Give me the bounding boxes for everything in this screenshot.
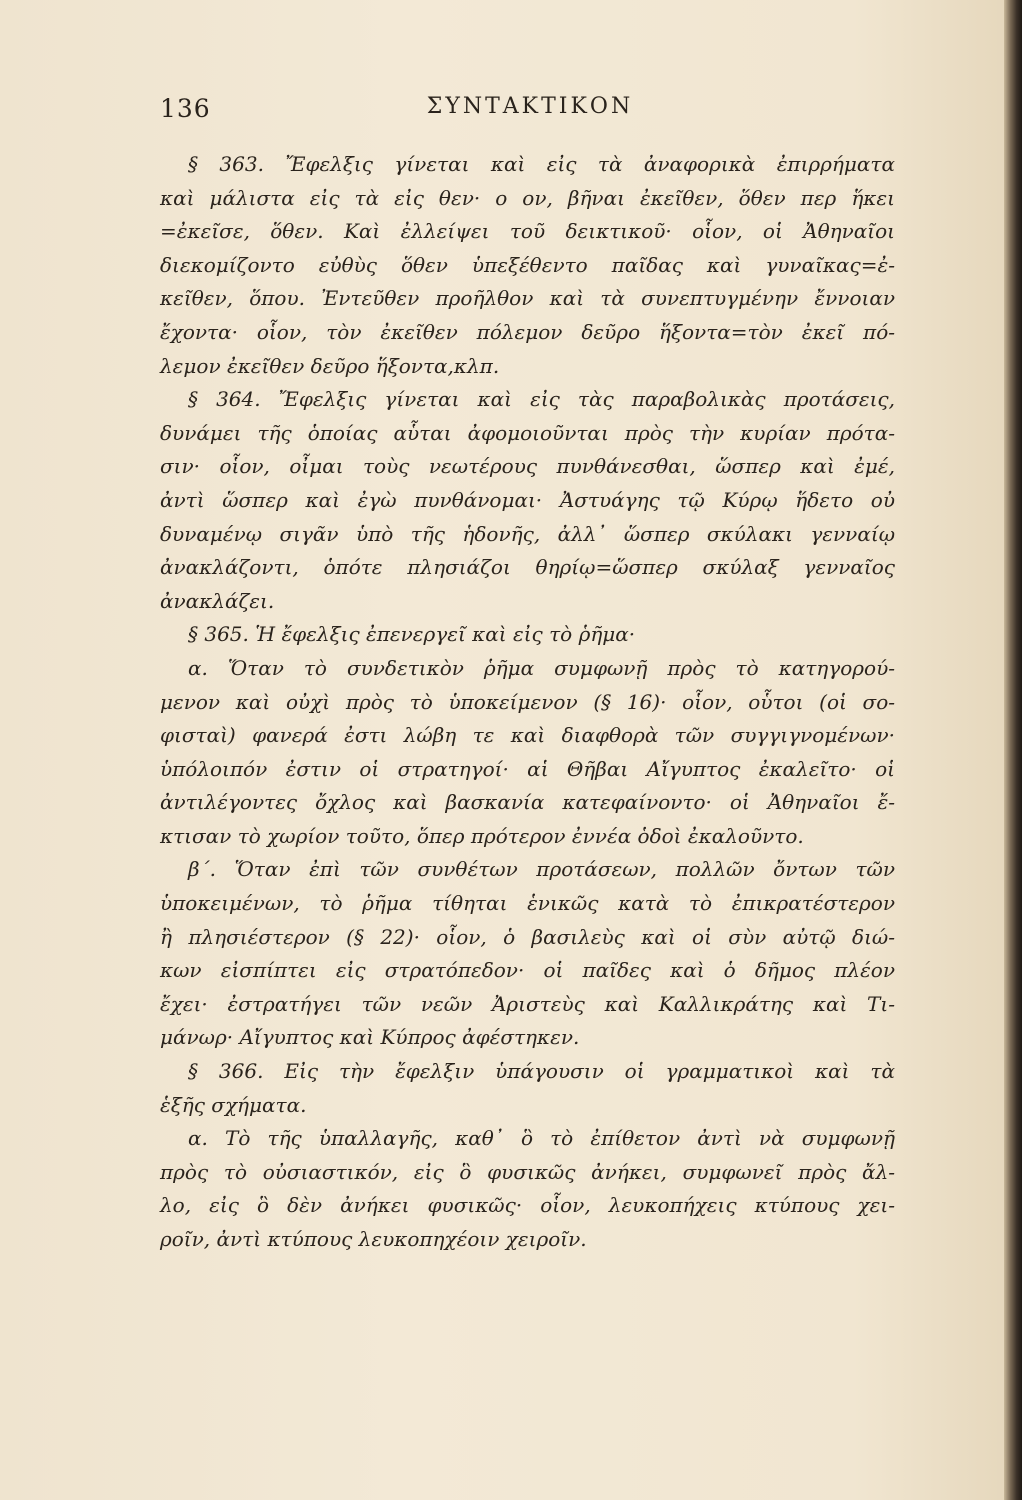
text-line: ἢ πλησιέστερον (§ 22)· οἷον, ὁ βασιλεὺς καὶ οἱ σὺν αὐτῷ διώ- [160,924,895,949]
text-line: § 366. Εἰς τὴν ἔφελξιν ὑπάγουσιν οἱ γραμματικοὶ καὶ τὰ [188,1059,895,1084]
text-line: πρὸς τὸ οὐσιαστικόν, εἰς ὃ φυσικῶς ἀνήκει, συμφωνεῖ πρὸς ἄλ- [160,1159,895,1184]
text-line: μενον καὶ οὐχὶ πρὸς τὸ ὑποκείμενον (§ 16)· οἷον, οὗτοι (οἱ σο- [160,689,895,714]
text-line: ἀντιλέγοντες ὄχλος καὶ βασκανία κατεφαίνοντο· οἱ Ἀθηναῖοι ἔ- [160,790,895,815]
text-line: φισταὶ) φανερά ἐστι λώβη τε καὶ διαφθορὰ τῶν συγγιγνομένων· [160,723,895,748]
text-line: α. Τὸ τῆς ὑπαλλαγῆς, καθ᾽ ὃ τὸ ἐπίθετον ἀντὶ νὰ συμφωνῇ [188,1126,895,1151]
text-line: μάνωρ· Αἴγυπτος καὶ Κύπρος ἀφέστηκεν. [160,1025,580,1050]
text-line: ἑξῆς σχήματα. [160,1092,307,1117]
text-line: § 363. Ἔφελξις γίνεται καὶ εἰς τὰ ἀναφορικὰ ἐπιρρήματα [188,152,895,176]
text-line: δυνάμει τῆς ὁποίας αὗται ἀφομοιοῦνται πρὸς τὴν κυρίαν πρότα- [160,420,895,445]
text-line: λεμον ἐκεῖθεν δεῦρο ἥξοντα,κλπ. [160,353,500,378]
text-line: δυναμένῳ σιγᾶν ὑπὸ τῆς ἡδονῆς, ἀλλ᾽ ὥσπερ σκύλακι γενναίῳ [160,521,895,546]
text-line: λο, εἰς ὃ δὲν ἀνήκει φυσικῶς· οἷον, λευκοπήχεις κτύπους χει- [160,1193,895,1218]
text-line: καὶ μάλιστα εἰς τὰ εἰς θεν· ο ον, βῆναι ἐκεῖθεν, ὅθεν περ ἥκει [160,185,895,210]
text-line: § 364. Ἔφελξις γίνεται καὶ εἰς τὰς παραβολικὰς προτάσεις, [188,387,895,412]
text-line: σιν· οἷον, οἶμαι τοὺς νεωτέρους πυνθάνεσθαι, ὥσπερ καὶ ἐμέ, [160,454,895,479]
page-number: 136 [160,94,211,123]
text-line: ἔχει· ἐστρατήγει τῶν νεῶν Ἀριστεὺς καὶ Καλλικράτης καὶ Τι- [160,991,895,1016]
text-line: ἀντὶ ὥσπερ καὶ ἐγὼ πυνθάνομαι· Ἀστυάγης τῷ Κύρῳ ἥδετο οὐ [160,487,895,512]
text-line: κων εἰσπίπτει εἰς στρατόπεδον· οἱ παῖδες καὶ ὁ δῆμος πλέον [160,958,895,983]
running-title: ΣΥΝΤΑΚΤΙΚΟΝ [426,94,634,119]
page-header [160,94,900,128]
text-line: ἀνακλάζοντι, ὁπότε πλησιάζοι θηρίῳ=ὥσπερ σκύλαξ γενναῖος [160,555,895,580]
text-line: ὑποκειμένων, τὸ ῥῆμα τίθηται ἑνικῶς κατὰ τὸ ἐπικρατέστερον [160,891,895,916]
text-line: ροῖν, ἀντὶ κτύπους λευκοπηχέοιν χειροῖν. [160,1227,587,1251]
book-spine [1004,0,1022,1500]
text-line: β΄. Ὅταν ἐπὶ τῶν συνθέτων προτάσεων, πολλῶν ὄντων τῶν [188,857,895,882]
text-line: α. Ὅταν τὸ συνδετικὸν ῥῆμα συμφωνῇ πρὸς τὸ κατηγορού- [188,655,895,680]
text-line: κεῖθεν, ὅπου. Ἐντεῦθεν προῆλθον καὶ τὰ συνεπτυγμένην ἔννοιαν [160,286,895,311]
text-line: ὑπόλοιπόν ἐστιν οἱ στρατηγοί· αἱ Θῆβαι Αἴγυπτος ἐκαλεῖτο· οἱ [160,756,895,781]
body-text [160,148,895,1257]
text-line: ἔχοντα· οἷον, τὸν ἐκεῖθεν πόλεμον δεῦρο ἥξοντα=τὸν ἐκεῖ πό- [160,319,895,344]
text-line: ἀνακλάζει. [160,588,275,613]
text-line: =ἐκεῖσε, ὅθεν. Καὶ ἐλλείψει τοῦ δεικτικοῦ· οἷον, οἱ Ἀθηναῖοι [160,219,895,244]
text-line: διεκομίζοντο εὐθὺς ὅθεν ὑπεξέθεντο παῖδας καὶ γυναῖκας=ἐ- [160,252,895,277]
text-line: κτισαν τὸ χωρίον τοῦτο, ὅπερ πρότερον ἐννέα ὁδοὶ ἐκαλοῦντο. [160,823,804,848]
text-line: § 365. Ἡ ἔφελξις ἐπενεργεῖ καὶ εἰς τὸ ῥῆμα· [188,622,636,647]
